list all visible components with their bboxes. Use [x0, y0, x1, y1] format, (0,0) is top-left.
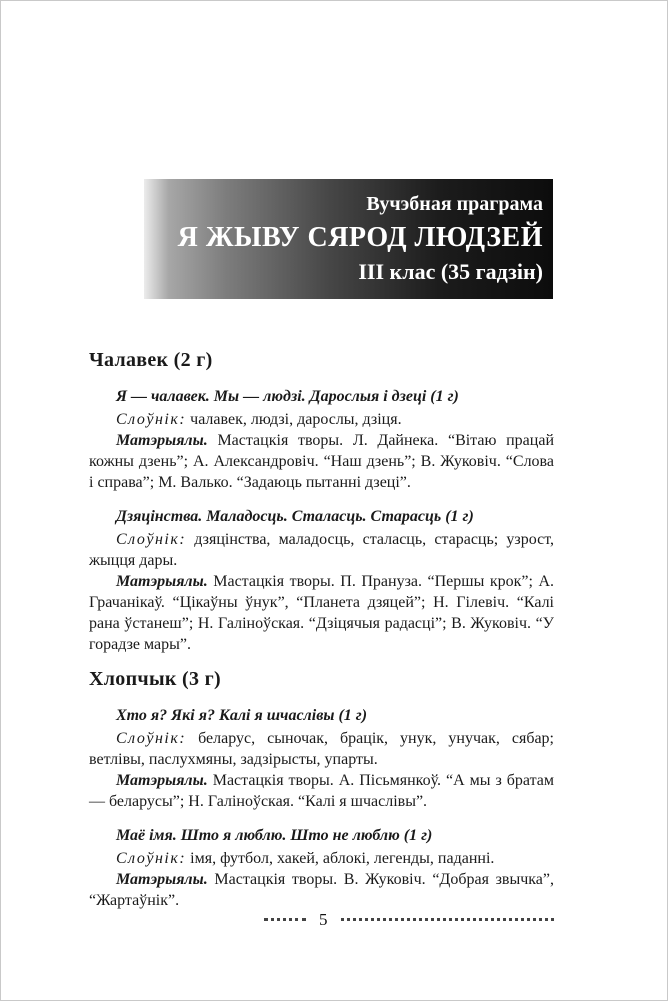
section-heading-khlopchyk: Хлопчык (3 г) [89, 668, 221, 690]
materials-text: Мастацкія творы. А. Пісьмянкоў. “А мы з братам — беларусы”; Н. Галіноўская. “Калі я шчаслівы”. [89, 772, 554, 810]
topic-block [89, 825, 554, 911]
vocab-paragraph [89, 409, 554, 430]
program-title: Я ЖЫВУ СЯРОД ЛЮДЗЕЙ [177, 222, 543, 253]
vocab-label: Слоўнік: [116, 850, 187, 867]
topic-title: Я — чалавек. Мы — людзі. Дарослыя і дзеці (1 г) [116, 388, 459, 405]
vocab-paragraph [89, 728, 554, 770]
materials-paragraph [89, 869, 554, 911]
materials-paragraph [89, 770, 554, 812]
vocab-label: Слоўнік: [116, 531, 187, 548]
materials-text: Мастацкія творы. П. Прануза. “Першы крок”; А. Грачанікаў. “Цікаўны ўнук”, “Планета дзяцей”; Н. Гілевіч. “Калі рана ўстанеш”; Н. Галіноўская. “Дзіцячыя радасці”; В. Жуковіч. “У горадзе мары”. [89, 573, 554, 653]
topic-block [89, 506, 554, 655]
topic-block [89, 705, 554, 812]
materials-paragraph [89, 571, 554, 655]
vocab-text: чалавек, людзі, дарослы, дзіця. [186, 411, 402, 428]
program-class-info: III клас (35 гадзін) [358, 258, 543, 284]
section-heading-chalavek: Чалавек (2 г) [89, 349, 213, 371]
page-footer [89, 911, 554, 928]
topic-block [89, 386, 554, 493]
vocab-paragraph [89, 848, 554, 869]
materials-label: Матэрыялы. [116, 772, 208, 789]
materials-paragraph [89, 430, 554, 493]
vocab-paragraph [89, 529, 554, 571]
vocab-label: Слоўнік: [116, 411, 187, 428]
page-number: 5 [319, 910, 328, 929]
program-subtitle: Вучэбная праграма [366, 193, 543, 215]
vocab-text: беларус, сыночак, брацік, унук, унучак, сябар; ветлівы, паслухмяны, задзірысты, упарты. [89, 730, 554, 768]
topic-title: Маё імя. Што я люблю. Што не люблю (1 г) [116, 827, 433, 844]
materials-text: Мастацкія творы. Л. Дайнека. “Вітаю працай кожны дзень”; А. Александровіч. “Наш дзень”; В. Жуковіч. “Слова і справа”; М. Валько. “Задаюць пытанні дзеці”. [89, 432, 554, 491]
materials-text: Мастацкія творы. В. Жуковіч. “Добрая звычка”, “Жартаўнік”. [89, 871, 554, 909]
vocab-label: Слоўнік: [116, 730, 187, 747]
topic-title: Хто я? Які я? Калі я шчаслівы (1 г) [116, 707, 368, 724]
header-banner [144, 179, 553, 299]
footer-dots-right [341, 918, 555, 921]
footer-dots-left [264, 918, 306, 921]
materials-label: Матэрыялы. [116, 871, 208, 888]
topic-title: Дзяцінства. Маладосць. Сталасць. Старасць (1 г) [116, 508, 474, 525]
page-content [89, 349, 554, 924]
materials-label: Матэрыялы. [116, 432, 208, 449]
materials-label: Матэрыялы. [116, 573, 208, 590]
vocab-text: дзяцінства, маладосць, сталасць, старасць; узрост, жыцця дары. [89, 531, 554, 569]
vocab-text: імя, футбол, хакей, аблокі, легенды, паданні. [186, 850, 495, 867]
